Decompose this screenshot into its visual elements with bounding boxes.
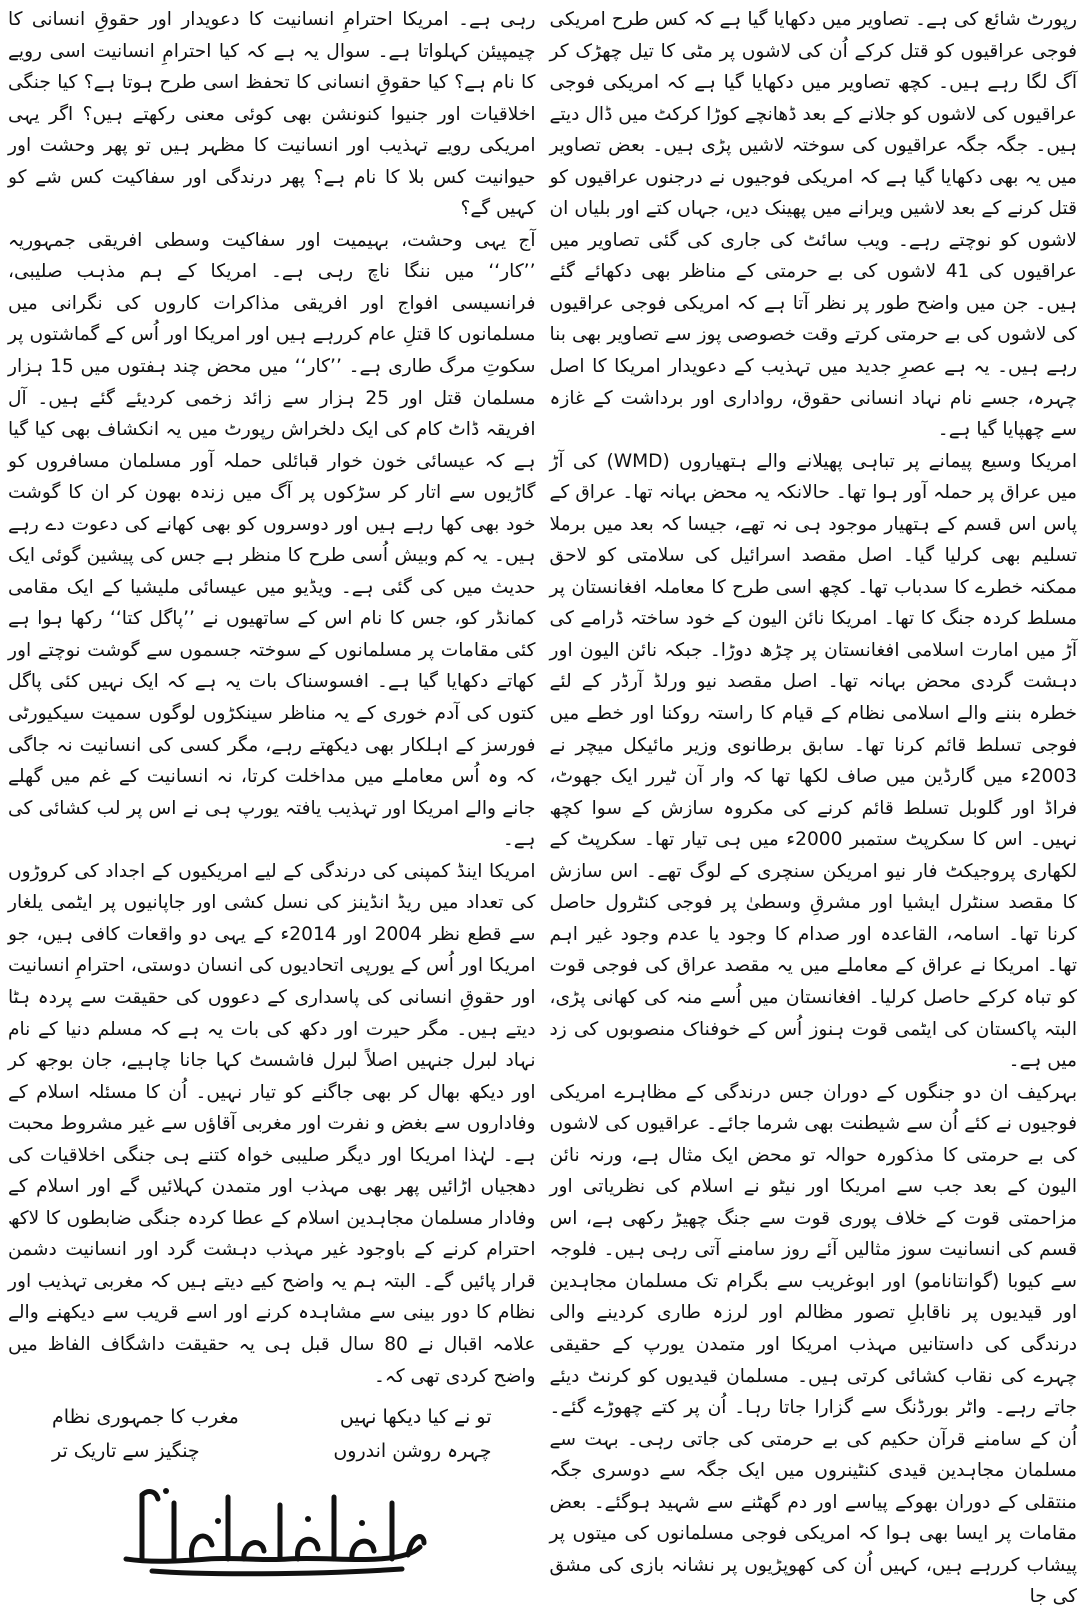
paragraph: امریکا وسیع پیمانے پر تباہی پھیلانے والے ہتھیاروں (WMD) کی آڑ میں عراق پر حملہ آور ہوا تھا۔ حالانکہ یہ محض بہانہ تھا۔ عراق کے پاس اس قسم کے ہتھیار موجود ہی نہ تھے، جیسا کہ بعد میں برملا تسلیم بھی کرلیا گیا۔ اصل مقصد اسرائیل کی سلامتی کو لاحق ممکنہ خطرے کا سدباب تھا۔ کچھ اسی طرح کا معاملہ افغانستان پر مسلط کردہ جنگ کا تھا۔ امریکا نائن الیون کے خود ساختہ ڈرامے کی آڑ میں امارت اسلامی افغانستان پر چڑھ دوڑا۔ جبکہ نائن الیون اور دہشت گردی محض بہانہ تھا۔ اصل مقصد نیو ورلڈ آرڈر کے لئے خطرہ بننے والے اسلامی نظام کے قیام کا راستہ روکنا اور خطے میں فوجی تسلط قائم کرنا تھا۔ سابق برطانوی وزیر مائیکل میچر نے 2003ء میں گارڈین میں صاف لکھا تھا کہ وار آن ٹیرر ایک جھوٹ، فراڈ اور گلوبل تسلط قائم کرنے کی مکروہ سازش کے سوا کچھ نہیں۔ اس کا سکرپٹ ستمبر 2000ء میں ہی تیار تھا۔ سکرپٹ کے لکھاری پروجیکٹ فار نیو امریکن سنچری کے لوگ تھے۔ اس سازش کا مقصد سنٹرل ایشیا اور مشرقِ وسطیٰ پر فوجی کنٹرول حاصل کرنا تھا۔ اسامہ، القاعدہ اور صدام کا وجود یا عدم وجود غیر اہم تھا۔ امریکا نے عراق کے معاملے میں یہ مقصد عراق کی فوجی قوت کو تباہ کرکے حاصل کرلیا۔ افغانستان میں اُسے منہ کی کھانی پڑی، البتہ پاکستان کی ایٹمی قوت ہنوز اُس کے خوفناک منصوبوں کی زد میں ہے۔ — [549, 450, 1077, 1072]
hemistich: چنگیز سے تاریک تر — [52, 1440, 200, 1463]
poetry-couplet — [8, 1400, 536, 1468]
paragraph: رہی ہے۔ امریکا احترامِ انسانیت کا دعویدار اور حقوقِ انسانی کا چیمپیئن کہلواتا ہے۔ سوال یہ ہے کہ کیا احترامِ انسانیت اسی رویے کا نام ہے؟ کیا حقوقِ انسانی کا تحفظ اسی طرح ہوتا ہے؟ کیا جنگی اخلاقیات اور جنیوا کنونشن بھی کوئی معنی رکھتے ہیں؟ اگر یہی امریکی رویے تہذیب اور انسانیت کا مظہر ہیں تو پھر وحشت اور حیوانیت کس بلا کا نام ہے؟ پھر درندگی اور سفاکیت کس شے کو کہیں گے؟ — [8, 9, 536, 220]
hemistich: تو نے کیا دیکھا نہیں — [339, 1406, 492, 1429]
couplet-line-2 — [8, 1434, 536, 1468]
couplet-line-1 — [8, 1400, 536, 1434]
hemistich: مغرب کا جمہوری نظام — [52, 1406, 239, 1429]
left-column — [8, 4, 536, 1521]
paragraph: امریکا اینڈ کمپنی کی درندگی کے لیے امریکیوں کے اجداد کی کروڑوں کی تعداد میں ریڈ انڈینز کی نسل کشی اور جاپانیوں پر ایٹمی یلغار سے قطع نظر 2004 اور 2014ء کے یہی دو واقعات کافی ہیں، جو امریکا اور اُس کے یورپی اتحادیوں کی انسان دوستی، احترامِ انسانیت اور حقوقِ انسانی کی پاسداری کے دعووں کی حقیقت سے پردہ ہٹا دیتے ہیں۔ مگر حیرت اور دکھ کی بات یہ ہے کہ مسلم دنیا کے نام نہاد لبرل جنہیں اصلاً لبرل فاشسٹ کہا جانا چاہیے، جان بوجھ کر اور دیکھ بھال کر بھی جاگنے کو تیار نہیں۔ اُن کا مسئلہ اسلام کے وفاداروں سے بغض و نفرت اور مغربی آقاؤں سے غیر مشروط محبت ہے۔ لہٰذا امریکا اور دیگر صلیبی خواہ کتنے ہی جنگی اخلاقیات کی دھجیاں اڑائیں پھر بھی مہذب اور متمدن کہلائیں گے اور اسلام کے وفادار مسلمان مجاہدین اسلام کے عطا کردہ جنگی ضابطوں کا لاکھ احترام کرنے کے باوجود غیر مہذب دہشت گرد اور انسانیت دشمن قرار پائیں گے۔ البتہ ہم یہ واضح کیے دیتے ہیں کہ مغربی تہذیب اور نظام کا دور بینی سے مشاہدہ کرنے اور اسے قریب سے دیکھنے والے علامہ اقبال نے 80 سال قبل ہی یہ حقیقت داشگاف الفاظ میں واضح کردی تھی کہ۔ — [8, 860, 536, 1387]
paragraph: بہرکیف ان دو جنگوں کے دوران جس درندگی کے مظاہرے امریکی فوجیوں نے کئے اُن سے شیطنت بھی شرما جائے۔ عراقیوں کی لاشوں کی بے حرمتی کا مذکورہ حوالہ تو محض ایک مثال ہے، ورنہ نائن الیون کے بعد جب سے امریکا اور نیٹو نے اسلام کی نظریاتی اور مزاحمتی قوت کے خلاف پوری قوت سے جنگ چھیڑ رکھی ہے، اس قسم کی انسانیت سوز مثالیں آئے روز سامنے آتی رہی ہیں۔ فلوجہ سے کیوبا (گوانتانامو) اور ابوغریب سے بگرام تک مسلمان مجاہدین اور قیدیوں پر ناقابلِ تصور مظالم اور لرزہ طاری کردینے والی درندگی کی داستانیں مہذب امریکا اور متمدن یورپ کے حقیقی چہرے کی نقاب کشائی کرتی ہیں۔ مسلمان قیدیوں کو کرنٹ دیئے جاتے رہے۔ واٹر بورڈنگ سے گزارا جاتا رہا۔ اُن پر کتے چھوڑے گئے۔ اُن کے سامنے قرآن حکیم کی بے حرمتی کی جاتی رہی۔ بہت سے مسلمان مجاہدین قیدی کنٹینروں میں ایک جگہ سے دوسری جگہ منتقلی کے دوران بھوکے پیاسے اور دم گھٹنے سے شہید ہوگئے۔ بعض مقامات پر ایسا بھی ہوا کہ امریکی فوجی مسلمانوں کی میتوں پر پیشاب کررہے ہیں، کہیں اُن کی کھوپڑیوں پر نشانہ بازی کی مشق کی جا — [549, 1081, 1077, 1608]
paragraph: آج یہی وحشت، بہیمیت اور سفاکیت وسطی افریقی جمہوریہ ’’کار‘‘ میں ننگا ناچ رہی ہے۔ امریکا کے ہم مذہب صلیبی، فرانسیسی افواج اور افریقی مذاکرات کاروں کی نگرانی میں مسلمانوں کا قتلِ عام کررہے ہیں اور امریکا اور اُس کے گماشتوں پر سکوتِ مرگ طاری ہے۔ ’’کار‘‘ میں محض چند ہفتوں میں 15 ہزار مسلمان قتل اور 25 ہزار سے زائد زخمی کردیئے گئے ہیں۔ آل افریقہ ڈاٹ کام کی ایک دلخراش رپورٹ میں یہ انکشاف بھی کیا گیا ہے کہ عیسائی خون خوار قبائلی حملہ آور مسلمان مسافروں کو گاڑیوں سے اتار کر سڑکوں پر آگ میں زندہ بھون کر ان کا گوشت خود بھی کھا رہے ہیں اور دوسروں کو بھی کھانے کی دعوت دے رہے ہیں۔ یہ کم وبیش اُسی طرح کا منظر ہے جس کی پیشین گوئی ایک حدیث میں کی گئی ہے۔ ویڈیو میں عیسائی ملیشیا کے ایک مقامی کمانڈر کو، جس کا نام اس کے ساتھیوں نے ’’پاگل کتا‘‘ رکھا ہوا ہے کئی مقامات پر مسلمانوں کے سوختہ جسموں سے گوشت نوچتے اور کھاتے دکھایا گیا ہے۔ افسوسناک بات یہ ہے کہ ایک نہیں کئی پاگل کتوں کی آدم خوری کے یہ مناظر سینکڑوں لوگوں سمیت سیکیورٹی فورسز کے اہلکار بھی دیکھتے رہے، مگر کسی کی انسانیت نہ جاگی کہ وہ اُس معاملے میں مداخلت کرتا، نہ انسانیت کے غم میں گھلے جانے والے امریکا اور تہذیب یافتہ یورپ ہی نے اس پر لب کشائی کی ہے۔ — [8, 229, 536, 851]
right-column — [549, 4, 1078, 1608]
calligraphy-signature — [8, 1468, 536, 1586]
hemistich: چہرہ روشن اندروں — [333, 1440, 492, 1463]
paragraph: رپورٹ شائع کی ہے۔ تصاویر میں دکھایا گیا ہے کہ کس طرح امریکی فوجی عراقیوں کو قتل کرکے اُن کی لاشوں پر مٹی کا تیل چھڑک کر آگ لگا رہے ہیں۔ کچھ تصاویر میں دکھایا گیا ہے کہ امریکی فوجی عراقیوں کی لاشوں کو جلانے کے بعد ڈھانچے کوڑا کرکٹ میں ڈال دیتے ہیں۔ جگہ جگہ عراقیوں کی سوختہ لاشیں پڑی ہیں۔ بعض تصاویر میں یہ بھی دکھایا گیا ہے کہ امریکی فوجیوں نے درجنوں عراقیوں کو قتل کرنے کے بعد لاشیں ویرانے میں پھینک دیں، جہاں کتے اور بلیاں ان لاشوں کو نوچتے رہے۔ ویب سائٹ کی جاری کی گئی تصاویر میں عراقیوں کی 41 لاشوں کی بے حرمتی کے مناظر بھی دکھائے گئے ہیں۔ جن میں واضح طور پر نظر آتا ہے کہ امریکی فوجی عراقیوں کی لاشوں کی بے حرمتی کرتے وقت خصوصی پوز سے تصاویر بھی بنا رہے ہیں۔ یہ ہے عصرِ جدید میں تہذیب کے دعویدار امریکا کا اصل چہرہ، جسے نام نہاد انسانی حقوق، رواداری اور برداشت کے غازہ سے چھپایا گیا ہے۔ — [549, 9, 1077, 441]
calligraphy-signature-graphic — [112, 1475, 432, 1579]
